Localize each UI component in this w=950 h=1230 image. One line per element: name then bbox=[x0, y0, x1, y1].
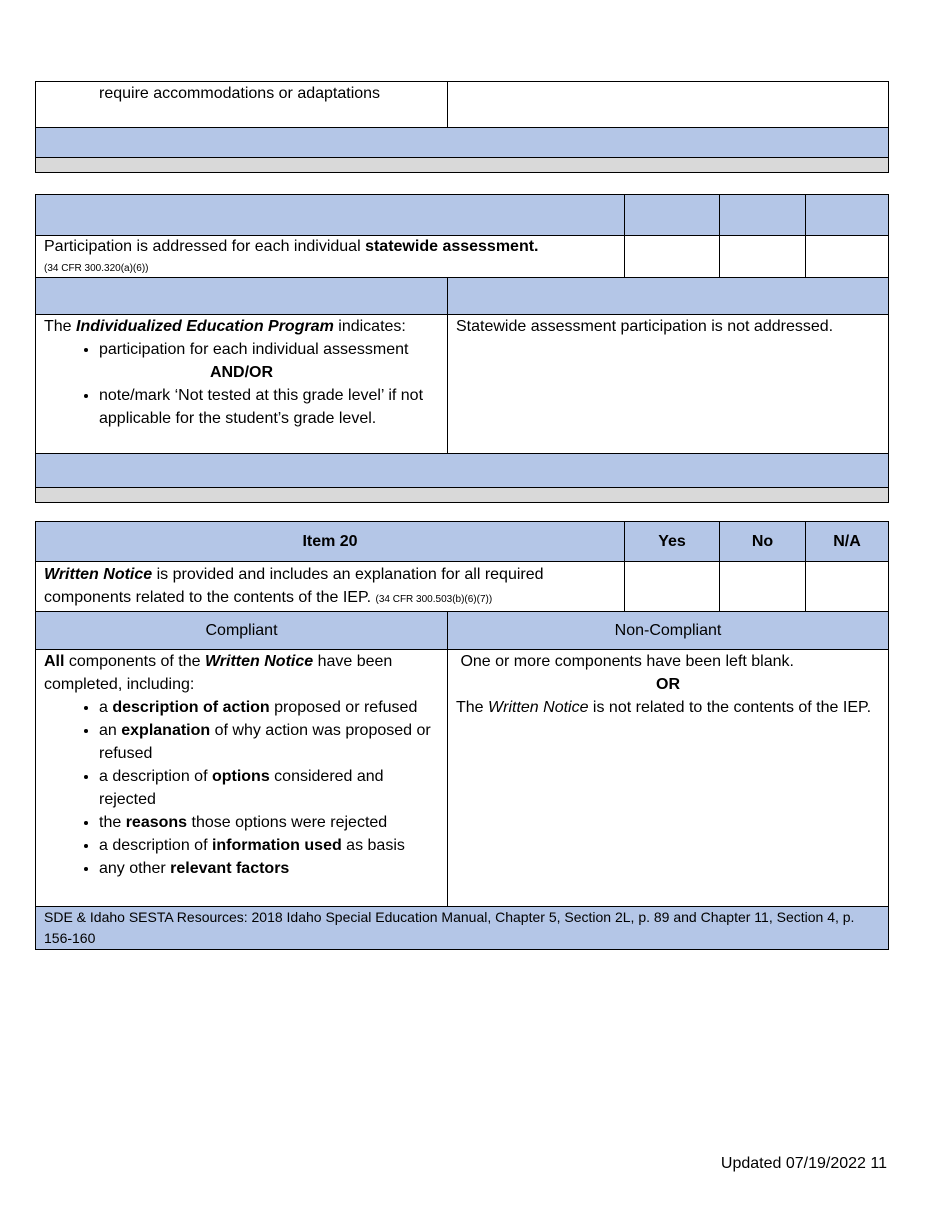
resources-text: SDE & Idaho SESTA Resources: 2018 Idaho Special Education Manual, Chapter 5, Section 2L, p. 89 and Chapter 11, Section 4, p. 156-160 bbox=[36, 907, 889, 950]
noncompliant-criteria bbox=[448, 650, 889, 907]
item-description: Written Notice is provided and includes an explanation for all required components related to the contents of the IEP. (34 CFR 300.503(b)(6)(7)) bbox=[36, 562, 625, 612]
citation: (34 CFR 300.320(a)(6)) bbox=[44, 263, 149, 274]
updated-date: Updated 07/19/2022 bbox=[720, 1155, 866, 1172]
compliant-header bbox=[36, 278, 448, 315]
citation: (34 CFR 300.503(b)(6)(7)) bbox=[375, 594, 493, 605]
item-description: Participation is addressed for each individual statewide assessment. (34 CFR 300.320(a)(6)) bbox=[36, 236, 625, 278]
list-item: • a description of options considered and rejected bbox=[99, 765, 439, 811]
noncompliant-header: Non-Compliant bbox=[448, 612, 889, 650]
list-item: • a description of action proposed or refused bbox=[99, 696, 439, 719]
list-item: • a description of information used as basis bbox=[99, 834, 439, 857]
assessment-table bbox=[35, 194, 889, 503]
noncompliant-line1: One or more components have been left blank. bbox=[456, 653, 794, 670]
or-label: OR bbox=[656, 676, 680, 693]
continuation-text: require accommodations or adaptations bbox=[36, 82, 448, 128]
compliant-header: Compliant bbox=[36, 612, 448, 650]
na-checkbox-cell[interactable] bbox=[806, 562, 889, 612]
na-checkbox-cell[interactable] bbox=[806, 236, 889, 278]
header-na-cell bbox=[806, 195, 889, 236]
list-item: • an explanation of why action was proposed or refused bbox=[99, 719, 439, 765]
criteria-list bbox=[44, 696, 439, 880]
page-number: 11 bbox=[870, 1155, 887, 1172]
continuation-empty-cell bbox=[448, 82, 889, 128]
list-item: • participation for each individual assessment bbox=[99, 338, 439, 361]
no-checkbox-cell[interactable] bbox=[720, 562, 806, 612]
continuation-table bbox=[35, 81, 889, 173]
no-checkbox-cell[interactable] bbox=[720, 236, 806, 278]
gray-band bbox=[36, 488, 889, 503]
yes-checkbox-cell[interactable] bbox=[625, 236, 720, 278]
noncompliant-header bbox=[448, 278, 889, 315]
item20-table bbox=[35, 521, 889, 950]
blue-band bbox=[36, 128, 889, 158]
list-item: • any other relevant factors bbox=[99, 857, 439, 880]
noncompliant-line2: The Written Notice is not related to the contents of the IEP. bbox=[456, 699, 872, 716]
gray-band bbox=[36, 158, 889, 173]
yes-header: Yes bbox=[625, 522, 720, 562]
page-footer bbox=[721, 1152, 887, 1175]
no-header: No bbox=[720, 522, 806, 562]
item-title: Item 20 bbox=[36, 522, 625, 562]
andor-label: AND/OR bbox=[209, 364, 274, 381]
compliant-criteria: The Individualized Education Program indicates: • participation for each individual assessment AND/OR • note/mark ‘Not tested at this grade level’ if not applicable for the student’s grade level. bbox=[36, 315, 448, 454]
blue-band bbox=[36, 454, 889, 488]
header-yes-cell bbox=[625, 195, 720, 236]
noncompliant-criteria: Statewide assessment participation is not addressed. bbox=[448, 315, 889, 454]
na-header: N/A bbox=[806, 522, 889, 562]
list-item: • the reasons those options were rejected bbox=[99, 811, 439, 834]
header-no-cell bbox=[720, 195, 806, 236]
list-item: • note/mark ‘Not tested at this grade level’ if not applicable for the student’s grade level. bbox=[99, 384, 439, 430]
compliant-criteria: All components of the Written Notice have been completed, including: • a description of action proposed or refused • an explanation of why action was proposed or refused • a description of options considered and rejected • the reasons those options were rejected • a description of information used as basis • any other relevant factors bbox=[36, 650, 448, 907]
header-item-cell bbox=[36, 195, 625, 236]
yes-checkbox-cell[interactable] bbox=[625, 562, 720, 612]
